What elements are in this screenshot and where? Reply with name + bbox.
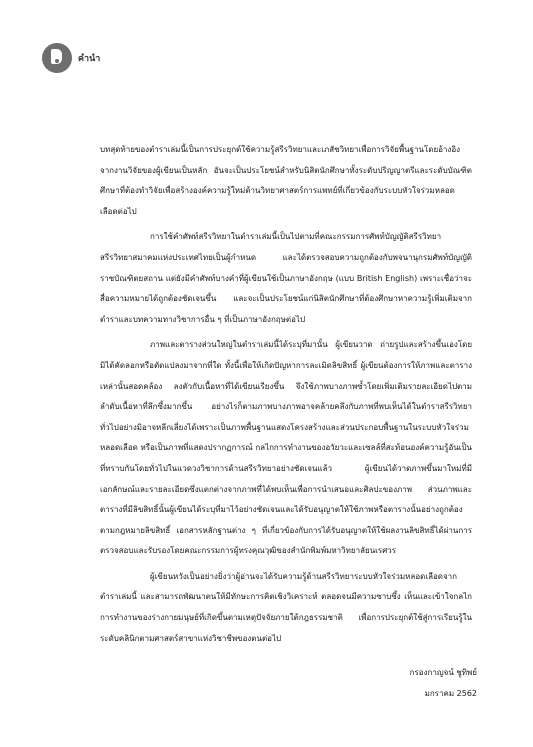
paragraph-1: บทสุดท้ายของตำราเล่มนี้เป็นการประยุกต์ใช้ความรู้สรีรวิทยาและเภสัชวิทยาเพื่อการวิจัยพื้นฐานโดยอ้างอิงจากงานวิจัยของผู้เขียนเป็นหลัก อันจะเป็นประโยชน์สำหรับนิสิตนักศึกษาทั้งระดับปริญญาตรีและระดับบัณฑิตศึกษาที่ต้องทำวิจัยเพื่อสร้างองค์ความรู้ใหม่ด้านวิทยาศาสตร์การแพทย์ที่เกี่ยวข้องกับระบบหัวใจร่วมหลอดเลือดต่อไป: [100, 145, 472, 216]
signature-block: [410, 662, 477, 704]
signature-date: มกราคม 2562: [424, 689, 477, 698]
book-circle-icon: [42, 43, 72, 73]
author-name: กรองกาญจน์ ชูทิพย์: [409, 668, 477, 677]
paragraph-3: ภาพและตารางส่วนใหญ่ในตำราเล่มนี้ได้ระบุที่มานั้น ผู้เขียนวาด ถ่ายรูปและสร้างขึ้นเองโดยมิได้คัดลอกหรือตัดแปลงมาจากที่ใด ทั้งนี้เพื่อให้เกิดปัญหาการละเมิดลิขสิทธิ์ ผู้เขียนต้องการให้ภาพและตารางเหล่านั้นสอดคล้อง ลงตัวกับเนื้อหาที่ได้เขียนเรียงขึ้น จึงใช้ภาพบางภาพซ้ำโดยเพิ่มเติมรายละเอียดไปตามลำดับเนื้อหาที่ลึกซึ้งมากขึ้น อย่างไรก็ตามภาพบางภาพอาจคล้ายคลึงกับภาพที่พบเห็นได้ในตำราสรีรวิทยาทั่วไปอย่างมิอาจหลีกเลี่ยงได้เพราะเป็นภาพพื้นฐานแสดงโครงสร้างและส่วนประกอบพื้นฐานในระบบหัวใจร่วมหลอดเลือด หรือเป็นภาพที่แสดงปรากฏการณ์ กลไกการทำงานของอวัยวะและเซลล์ที่สะท้อนองค์ความรู้อันเป็นที่ทราบกันโดยทั่วไปในแวดวงวิชาการด้านสรีรวิทยาอย่างชัดเจนแล้ว ผู้เขียนได้วาดภาพขึ้นมาใหม่ที่มีเอกลักษณ์และรายละเอียดซึ่งแตกต่างจากภาพที่ได้พบเห็นเพื่อการนำเสนอและศิลปะของภาพ ส่วนภาพและตารางที่มีลิขสิทธิ์นั้นผู้เขียนได้ระบุที่มาไว้อย่างชัดเจนและได้รับอนุญาตให้ใช้ภาพหรือตารางนั้นอย่างถูกต้องตามกฎหมายลิขสิทธิ์ เอกสารหลักฐานต่าง ๆ ที่เกี่ยวข้องกับการได้รับอนุญาตให้ใช้ผลงานลิขสิทธิ์ได้ผ่านการตรวจสอบและรับรองโดยคณะกรรมการผู้ทรงคุณวุฒิของสำนักพิมพ์มหาวิทยาลัยนเรศวร: [100, 340, 472, 556]
paragraph-2: การใช้คำศัพท์สรีรวิทยาในตำราเล่มนี้เป็นไปตามที่คณะกรรมการศัพท์บัญญัติสรีรวิทยาสรีรวิทยาสมาคมแห่งประเทศไทยเป็นผู้กำหนด และได้ตรวจสอบความถูกต้องกับพจนานุกรมศัพท์บัญญัติราชบัณฑิตยสถาน แต่ยังมีคำศัพท์บางคำที่ผู้เขียนใช้เป็นภาษาอังกฤษ (แบบ British English) เพราะเชื่อว่าจะสื่อความหมายได้ถูกต้องชัดเจนขึ้น และจะเป็นประโยชน์แก่นิสิตนักศึกษาที่ต้องศึกษาหาความรู้เพิ่มเติมจากตำราและบทความทางวิชาการอื่น ๆ ที่เป็นภาษาอังกฤษต่อไป: [100, 232, 472, 324]
paragraph-4: ผู้เขียนหวังเป็นอย่างยิ่งว่าผู้อ่านจะได้รับความรู้ด้านสรีรวิทยาระบบหัวใจร่วมหลอดเลือดจากตำราเล่มนี้ และสามารถพัฒนาตนให้มีทักษะการคิดเชิงวิเคราะห์ ตลอดจนมีความซาบซึ้ง เห็นและเข้าใจกลไกการทำงานของร่างกายมนุษย์ที่เกิดขึ้นตามเหตุปัจจัยภายใต้กฎธรรมชาติ เพื่อการประยุกต์ใช้สู่การเรียนรู้ในระดับคลินิกตามศาสตร์สาขาแห่งวิชาชีพของตนต่อไป: [100, 571, 472, 643]
page-header: [42, 42, 100, 74]
page-title: คำนำ: [78, 54, 101, 64]
preface-body: [100, 140, 472, 649]
